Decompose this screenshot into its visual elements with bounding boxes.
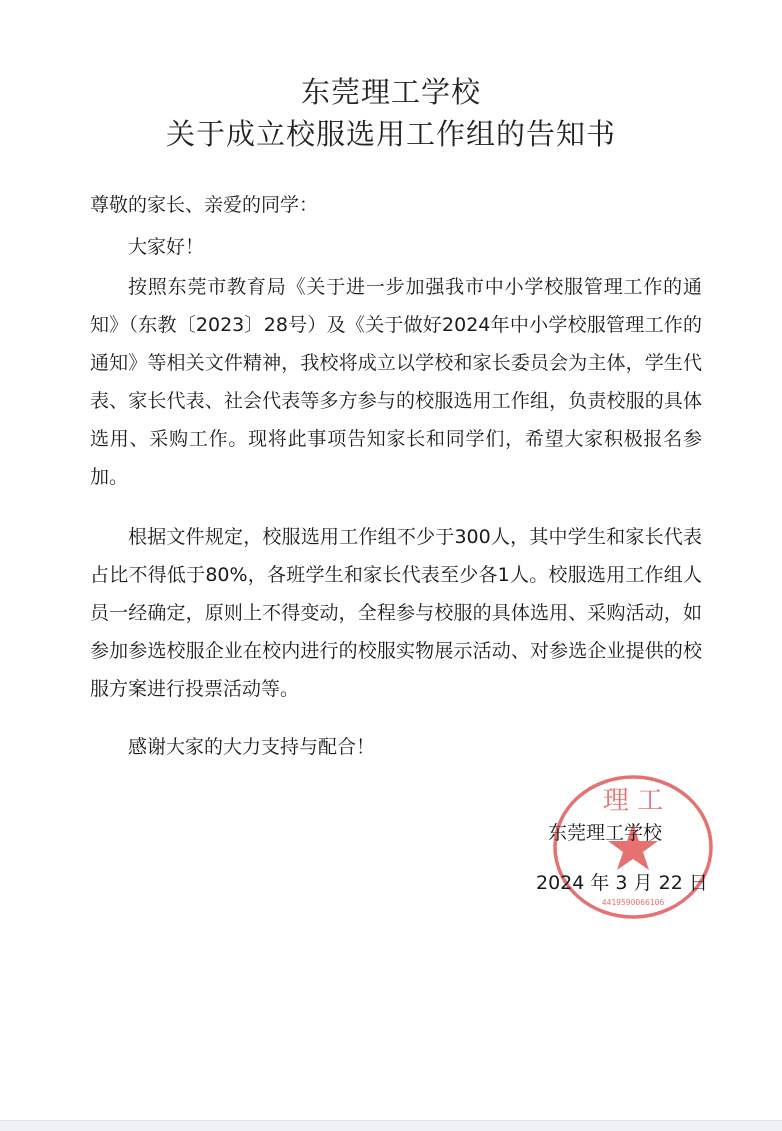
thanks-line: 感谢大家的大力支持与配合！ — [128, 736, 376, 758]
salutation: 尊敬的家长、亲爱的同学： — [90, 194, 319, 216]
official-seal-stamp — [543, 765, 723, 925]
document-title-subject: 关于成立校服选用工作组的告知书 — [165, 117, 616, 151]
seal-top-text: 理 工 — [602, 786, 664, 816]
document-title-school: 东莞理工学校 — [300, 75, 481, 109]
signature-date: 2024 年 3 月 22 日 — [536, 872, 708, 894]
seal-number: 4419590066106 — [601, 898, 665, 907]
greeting: 大家好！ — [128, 236, 205, 258]
bottom-scroll-bar — [0, 1120, 782, 1131]
paragraph-1: 按照东莞市教育局《关于进一步加强我市中小学校服管理工作的通知》（东教〔2023〕28号）及《关于做好2024年中小学校服管理工作的通知》等相关文件精神，我校将成立以学校和家长委员会为主体，学生代表、家长代表、社会代表等多方参与的校服选用工作组，负责校服的具体选用、采购工作。现将此事项告知家长和同学们，希望大家积极报名参加。 — [90, 276, 702, 488]
signature-organization: 东莞理工学校 — [548, 822, 663, 844]
paragraph-2: 根据文件规定，校服选用工作组不少于300人，其中学生和家长代表占比不得低于80%，各班学生和家长代表至少各1人。校服选用工作组人员一经确定，原则上不得变动，全程参与校服的具体选用、采购活动，如参加参选校服企业在校内进行的校服实物展示活动、对参选企业提供的校服方案进行投票活动等。 — [90, 526, 702, 700]
